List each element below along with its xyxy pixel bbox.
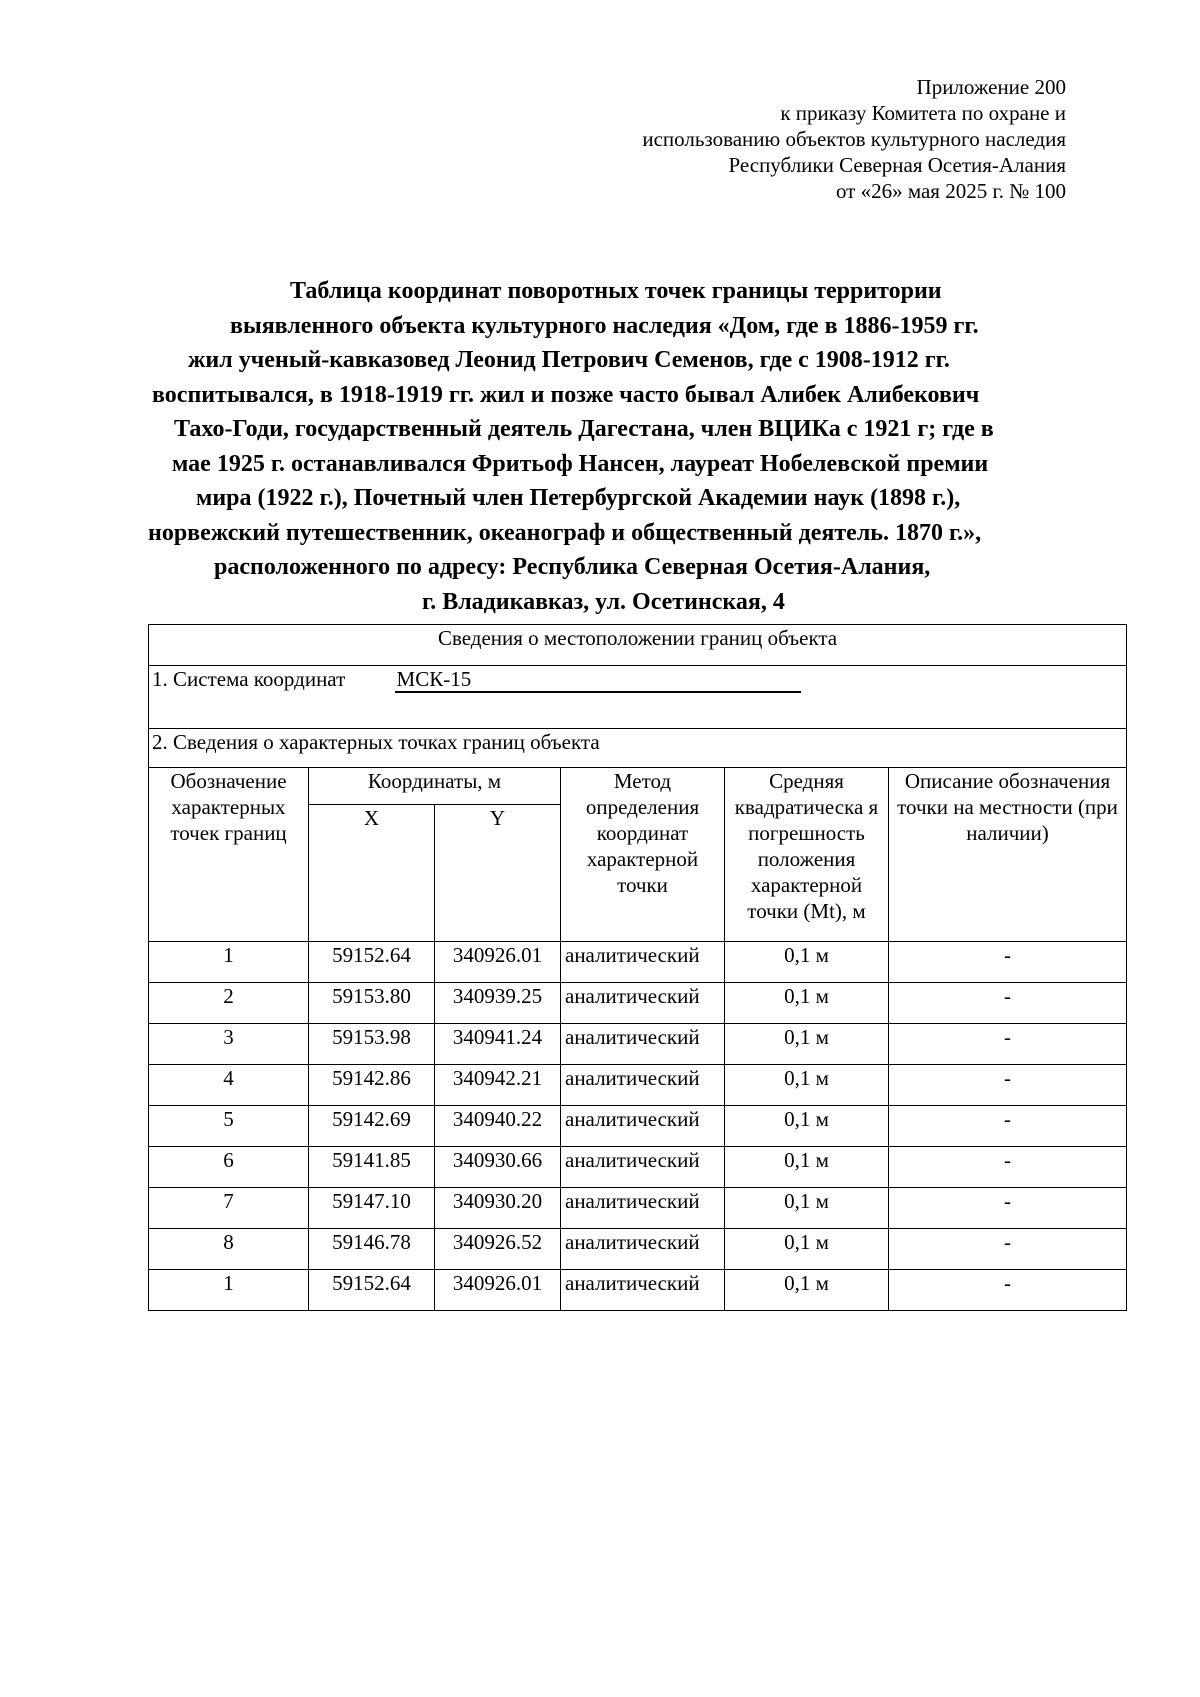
header-error: Средняя квадратическа я погрешность положения характерной точки (Mt), м bbox=[725, 768, 889, 942]
title-line: г. Владикавказ, ул. Осетинская, 4 bbox=[422, 588, 785, 615]
table-row bbox=[149, 1270, 1127, 1311]
cell-description: - bbox=[889, 1147, 1127, 1188]
table-row bbox=[149, 942, 1127, 983]
header-y: Y bbox=[435, 805, 561, 942]
points-title: 2. Сведения о характерных точках границ объекта bbox=[149, 729, 1127, 768]
section-title: Сведения о местоположении границ объекта bbox=[149, 625, 1127, 666]
cell-point: 1 bbox=[149, 1270, 309, 1311]
table-row bbox=[149, 1024, 1127, 1065]
cell-method: аналитический bbox=[561, 1065, 725, 1106]
cell-y: 340939.25 bbox=[435, 983, 561, 1024]
coord-system-label: 1. Система координат bbox=[152, 667, 346, 691]
cell-point: 2 bbox=[149, 983, 309, 1024]
cell-method: аналитический bbox=[561, 983, 725, 1024]
header-coords: Координаты, м bbox=[309, 768, 561, 805]
title-line: выявленного объекта культурного наследия «Дом, где в 1886-1959 гг. bbox=[230, 312, 979, 339]
appendix-line: к приказу Комитета по охране и bbox=[780, 101, 1066, 125]
coord-system-value: МСК-15 bbox=[395, 667, 801, 693]
cell-error: 0,1 м bbox=[725, 1147, 889, 1188]
cell-x: 59141.85 bbox=[309, 1147, 435, 1188]
table-row bbox=[149, 1229, 1127, 1270]
header-row bbox=[149, 768, 1127, 805]
appendix-line: от «26» мая 2025 г. № 100 bbox=[835, 179, 1066, 203]
cell-point: 8 bbox=[149, 1229, 309, 1270]
cell-description: - bbox=[889, 1270, 1127, 1311]
cell-x: 59153.80 bbox=[309, 983, 435, 1024]
cell-y: 340926.52 bbox=[435, 1229, 561, 1270]
header-x: X bbox=[309, 805, 435, 942]
appendix-line: Республики Северная Осетия-Алания bbox=[728, 153, 1066, 177]
appendix-line: Приложение 200 bbox=[916, 75, 1066, 99]
cell-y: 340926.01 bbox=[435, 942, 561, 983]
cell-description: - bbox=[889, 1106, 1127, 1147]
cell-error: 0,1 м bbox=[725, 1065, 889, 1106]
table-row bbox=[149, 983, 1127, 1024]
coordinates-table bbox=[148, 624, 1127, 1311]
title-line: норвежский путешественник, океанограф и общественный деятель. 1870 г.», bbox=[148, 519, 982, 546]
cell-point: 3 bbox=[149, 1024, 309, 1065]
cell-x: 59152.64 bbox=[309, 1270, 435, 1311]
title-line: мира (1922 г.), Почетный член Петербургской Академии наук (1898 г.), bbox=[196, 485, 961, 511]
document-title bbox=[140, 274, 1136, 619]
cell-method: аналитический bbox=[561, 1147, 725, 1188]
cell-y: 340941.24 bbox=[435, 1024, 561, 1065]
cell-x: 59146.78 bbox=[309, 1229, 435, 1270]
title-line: мае 1925 г. останавливался Фритьоф Нансен, лауреат Нобелевской премии bbox=[172, 450, 989, 477]
cell-error: 0,1 м bbox=[725, 942, 889, 983]
cell-y: 340926.01 bbox=[435, 1270, 561, 1311]
cell-x: 59142.86 bbox=[309, 1065, 435, 1106]
cell-method: аналитический bbox=[561, 1024, 725, 1065]
header-description: Описание обозначения точки на местности (при наличии) bbox=[889, 768, 1127, 942]
cell-point: 6 bbox=[149, 1147, 309, 1188]
cell-x: 59153.98 bbox=[309, 1024, 435, 1065]
title-line: воспитывался, в 1918-1919 гг. жил и позже часто бывал Алибек Алибекович bbox=[152, 381, 980, 408]
cell-y: 340930.66 bbox=[435, 1147, 561, 1188]
cell-error: 0,1 м bbox=[725, 1188, 889, 1229]
cell-description: - bbox=[889, 1188, 1127, 1229]
title-line: Тахо-Годи, государственный деятель Дагестана, член ВЦИКа с 1921 г; где в bbox=[174, 416, 994, 442]
cell-method: аналитический bbox=[561, 1229, 725, 1270]
table-row bbox=[149, 1106, 1127, 1147]
cell-error: 0,1 м bbox=[725, 1270, 889, 1311]
cell-error: 0,1 м bbox=[725, 1229, 889, 1270]
cell-method: аналитический bbox=[561, 1270, 725, 1311]
header-method: Метод определения координат характерной точки bbox=[561, 768, 725, 942]
cell-description: - bbox=[889, 1065, 1127, 1106]
cell-description: - bbox=[889, 942, 1127, 983]
cell-description: - bbox=[889, 983, 1127, 1024]
cell-point: 7 bbox=[149, 1188, 309, 1229]
table-row bbox=[149, 1147, 1127, 1188]
cell-method: аналитический bbox=[561, 1106, 725, 1147]
cell-y: 340942.21 bbox=[435, 1065, 561, 1106]
cell-error: 0,1 м bbox=[725, 983, 889, 1024]
cell-description: - bbox=[889, 1024, 1127, 1065]
appendix-line: использованию объектов культурного наследия bbox=[642, 127, 1066, 151]
cell-y: 340930.20 bbox=[435, 1188, 561, 1229]
table-row bbox=[149, 1065, 1127, 1106]
table-body bbox=[149, 942, 1127, 1311]
cell-point: 5 bbox=[149, 1106, 309, 1147]
points-title-row bbox=[149, 729, 1127, 768]
title-line: жил ученый-кавказовед Леонид Петрович Семенов, где с 1908-1912 гг. bbox=[188, 347, 950, 373]
cell-x: 59142.69 bbox=[309, 1106, 435, 1147]
cell-method: аналитический bbox=[561, 1188, 725, 1229]
cell-point: 1 bbox=[149, 942, 309, 983]
section-title-row bbox=[149, 625, 1127, 666]
cell-point: 4 bbox=[149, 1065, 309, 1106]
title-line: Таблица координат поворотных точек границы территории bbox=[290, 278, 942, 304]
cell-error: 0,1 м bbox=[725, 1106, 889, 1147]
cell-x: 59152.64 bbox=[309, 942, 435, 983]
appendix-header bbox=[366, 74, 1066, 204]
cell-description: - bbox=[889, 1229, 1127, 1270]
cell-x: 59147.10 bbox=[309, 1188, 435, 1229]
cell-method: аналитический bbox=[561, 942, 725, 983]
cell-y: 340940.22 bbox=[435, 1106, 561, 1147]
cell-error: 0,1 м bbox=[725, 1024, 889, 1065]
header-point: Обозначение характерных точек границ bbox=[149, 768, 309, 942]
coord-system-row bbox=[149, 666, 1127, 729]
title-line: расположенного по адресу: Республика Северная Осетия-Алания, bbox=[214, 554, 931, 580]
table-row bbox=[149, 1188, 1127, 1229]
